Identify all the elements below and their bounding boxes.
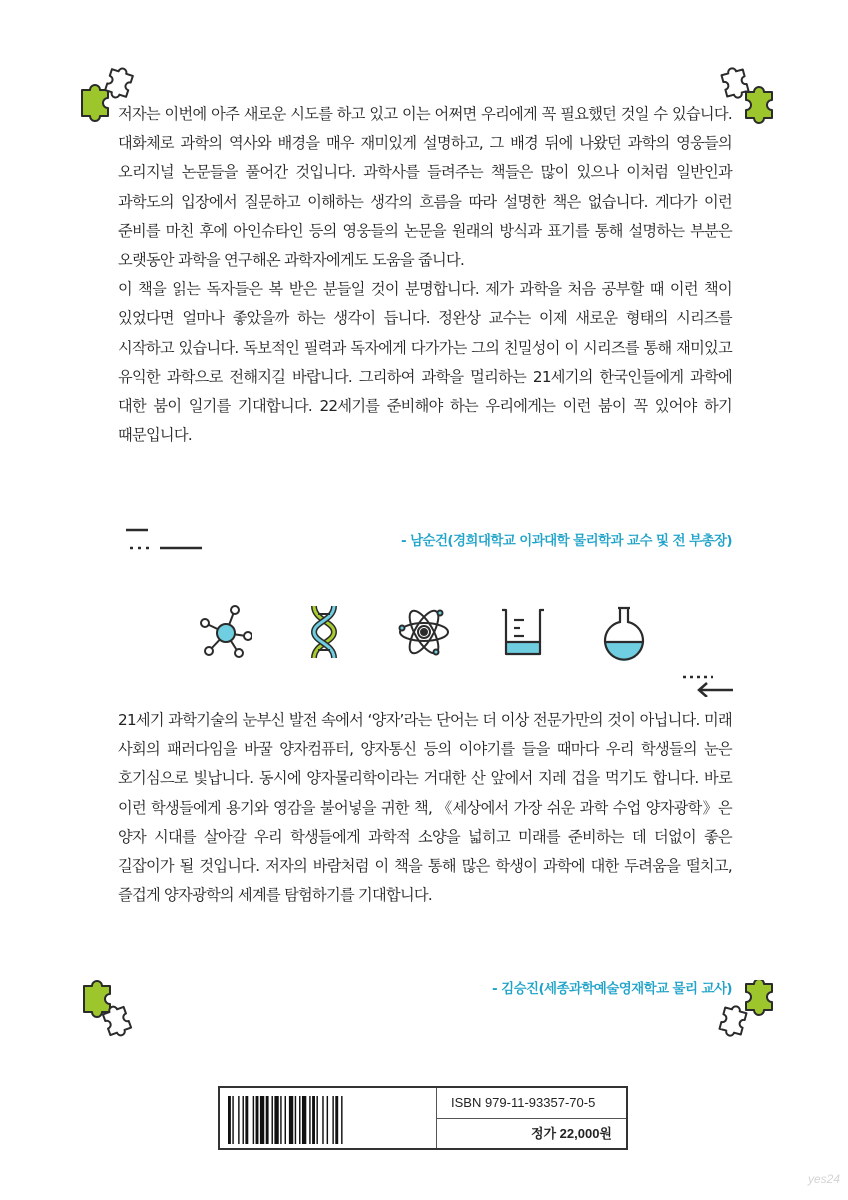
barcode xyxy=(226,1096,416,1144)
isbn: ISBN 979-11-93357-70-5 xyxy=(451,1095,596,1110)
paragraph: 21세기 과학기술의 눈부신 발전 속에서 ‘양자’라는 단어는 더 이상 전문가만의 것이 아닙니다. 미래 사회의 패러다임을 바꿀 양자컴퓨터, 양자통신 등의 이야기를 들을 때마다 우리 학생들의 눈은 호기심으로 빛납니다. 동시에 양자물리학이라는 거대한 산 앞에서 지레 겁을 먹기도 합니다. 바로 이런 학생들에게 용기와 영감을 불어넣을 귀한 책, 《세상에서 가장 쉬운 과학 수업 양자광학》은 양자 시대를 살아갈 우리 학생들에게 과학적 소양을 넓히고 미래를 준비하는 데 더없이 좋은 길잡이가 될 것입니다. 저자의 바람처럼 이 책을 통해 많은 학생이 과학에 대한 두려움을 떨치고, 즐겁게 양자광학의 세계를 탐험하기를 기대합니다. xyxy=(118,711,732,905)
flask-icon xyxy=(596,602,652,662)
molecule-icon xyxy=(196,602,252,662)
paragraph: 저자는 이번에 아주 새로운 시도를 하고 있고 이는 어쩌면 우리에게 꼭 필요했던 것일 수 있습니다. 대화체로 과학의 역사와 배경을 매우 재미있게 설명하고, 그 배경 뒤에 나왔던 과학의 영웅들의 오리지널 논문들을 풀어간 것입니다. 과학사를 들려주는 책들은 많이 있으나 이처럼 일반인과 과학도의 입장에서 질문하고 이해하는 생각의 흐름을 따라 설명한 책은 없습니다. 게다가 이런 준비를 마친 후에 아인슈타인 등의 영웅들의 논문을 원래의 방식과 표기를 통해 설명하는 부분은 오랫동안 과학을 연구해온 과학자에게도 도움을 줍니다. xyxy=(118,105,732,270)
isbn-price-block xyxy=(436,1088,626,1148)
decorative-lines xyxy=(122,524,204,554)
beaker-icon xyxy=(496,602,552,662)
paragraph: 이 책을 읽는 독자들은 복 받은 분들일 것이 분명합니다. 제가 과학을 처음 공부할 때 이런 책이 있었다면 얼마나 좋았을까 하는 생각이 듭니다. 정완상 교수는 이제 새로운 형태의 시리즈를 시작하고 있습니다. 독보적인 필력과 독자에게 다가가는 그의 친밀성이 이 시리즈를 통해 재미있고 유익한 과학으로 전해지길 바랍니다. 그리하여 과학을 멀리하는 21세기의 한국인들에게 과학에 대한 붐이 일기를 기대합니다. 22세기를 준비해야 하는 우리에게는 이런 붐이 꼭 있어야 하기 때문입니다. xyxy=(118,280,732,445)
puzzle-piece-icon xyxy=(78,980,140,1042)
dna-icon xyxy=(296,602,352,662)
arrow-left-icon xyxy=(675,673,735,697)
watermark: yes24 xyxy=(807,1172,840,1186)
atom-icon xyxy=(396,602,452,662)
barcode-box xyxy=(218,1086,628,1150)
endorsement-text-1 xyxy=(118,100,732,450)
attribution-1: - 남순건(경희대학교 이과대학 물리학과 교수 및 전 부총장) xyxy=(401,533,732,549)
price: 정가 22,000원 xyxy=(437,1118,626,1148)
attribution-2: - 김승진(세종과학예술영재학교 물리 교사) xyxy=(492,981,732,997)
science-icons-row xyxy=(196,602,652,662)
endorsement-text-2 xyxy=(118,706,732,910)
